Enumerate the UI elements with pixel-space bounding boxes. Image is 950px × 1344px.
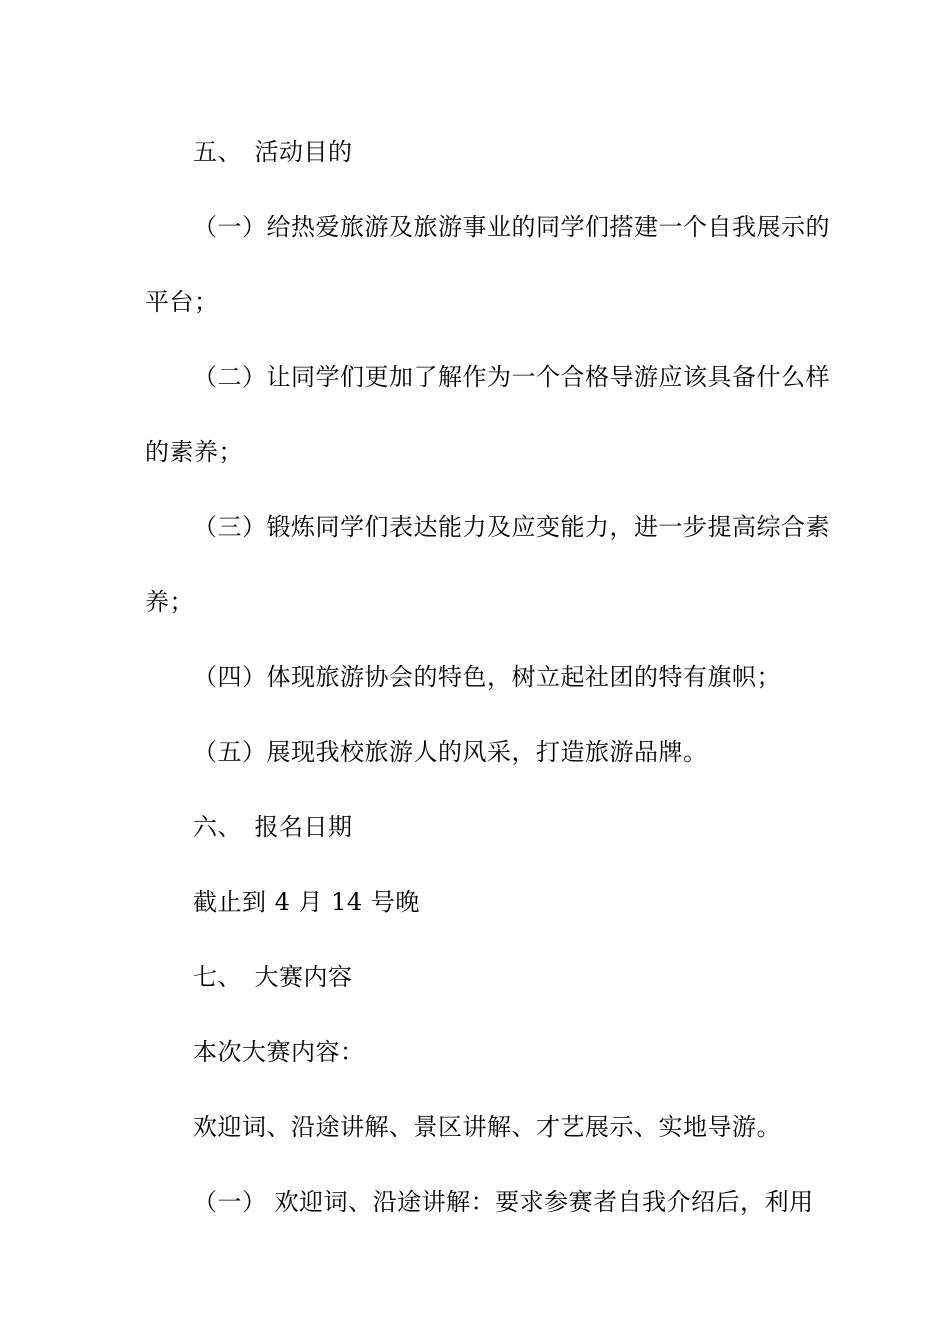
paragraph-line: （二）让同学们更加了解作为一个合格导游应该具备什么样 [193, 363, 830, 391]
section-heading-registration: 六、 报名日期 [193, 813, 353, 841]
paragraph-line: （四）体现旅游协会的特色，树立起社团的特有旗帜； [193, 663, 781, 691]
paragraph-line: （五）展现我校旅游人的风采，打造旅游品牌。 [193, 738, 708, 766]
section-heading-purpose: 五、 活动目的 [193, 138, 353, 166]
paragraph-line: 截止到 4 月 14 号晚 [193, 888, 420, 916]
paragraph-line: （一） 欢迎词、沿途讲解：要求参赛者自我介绍后，利用 [193, 1188, 814, 1216]
paragraph-line: 本次大赛内容： [193, 1038, 365, 1066]
paragraph-line: （三）锻炼同学们表达能力及应变能力，进一步提高综合素 [193, 513, 830, 541]
section-heading-contest-content: 七、 大赛内容 [193, 963, 353, 991]
paragraph-line: 欢迎词、沿途讲解、景区讲解、才艺展示、实地导游。 [193, 1113, 781, 1141]
paragraph-line: 的素养； [145, 438, 243, 466]
paragraph-line: 平台； [145, 288, 219, 316]
paragraph-line: 养； [145, 588, 194, 616]
paragraph-line: （一）给热爱旅游及旅游事业的同学们搭建一个自我展示的 [193, 213, 830, 241]
